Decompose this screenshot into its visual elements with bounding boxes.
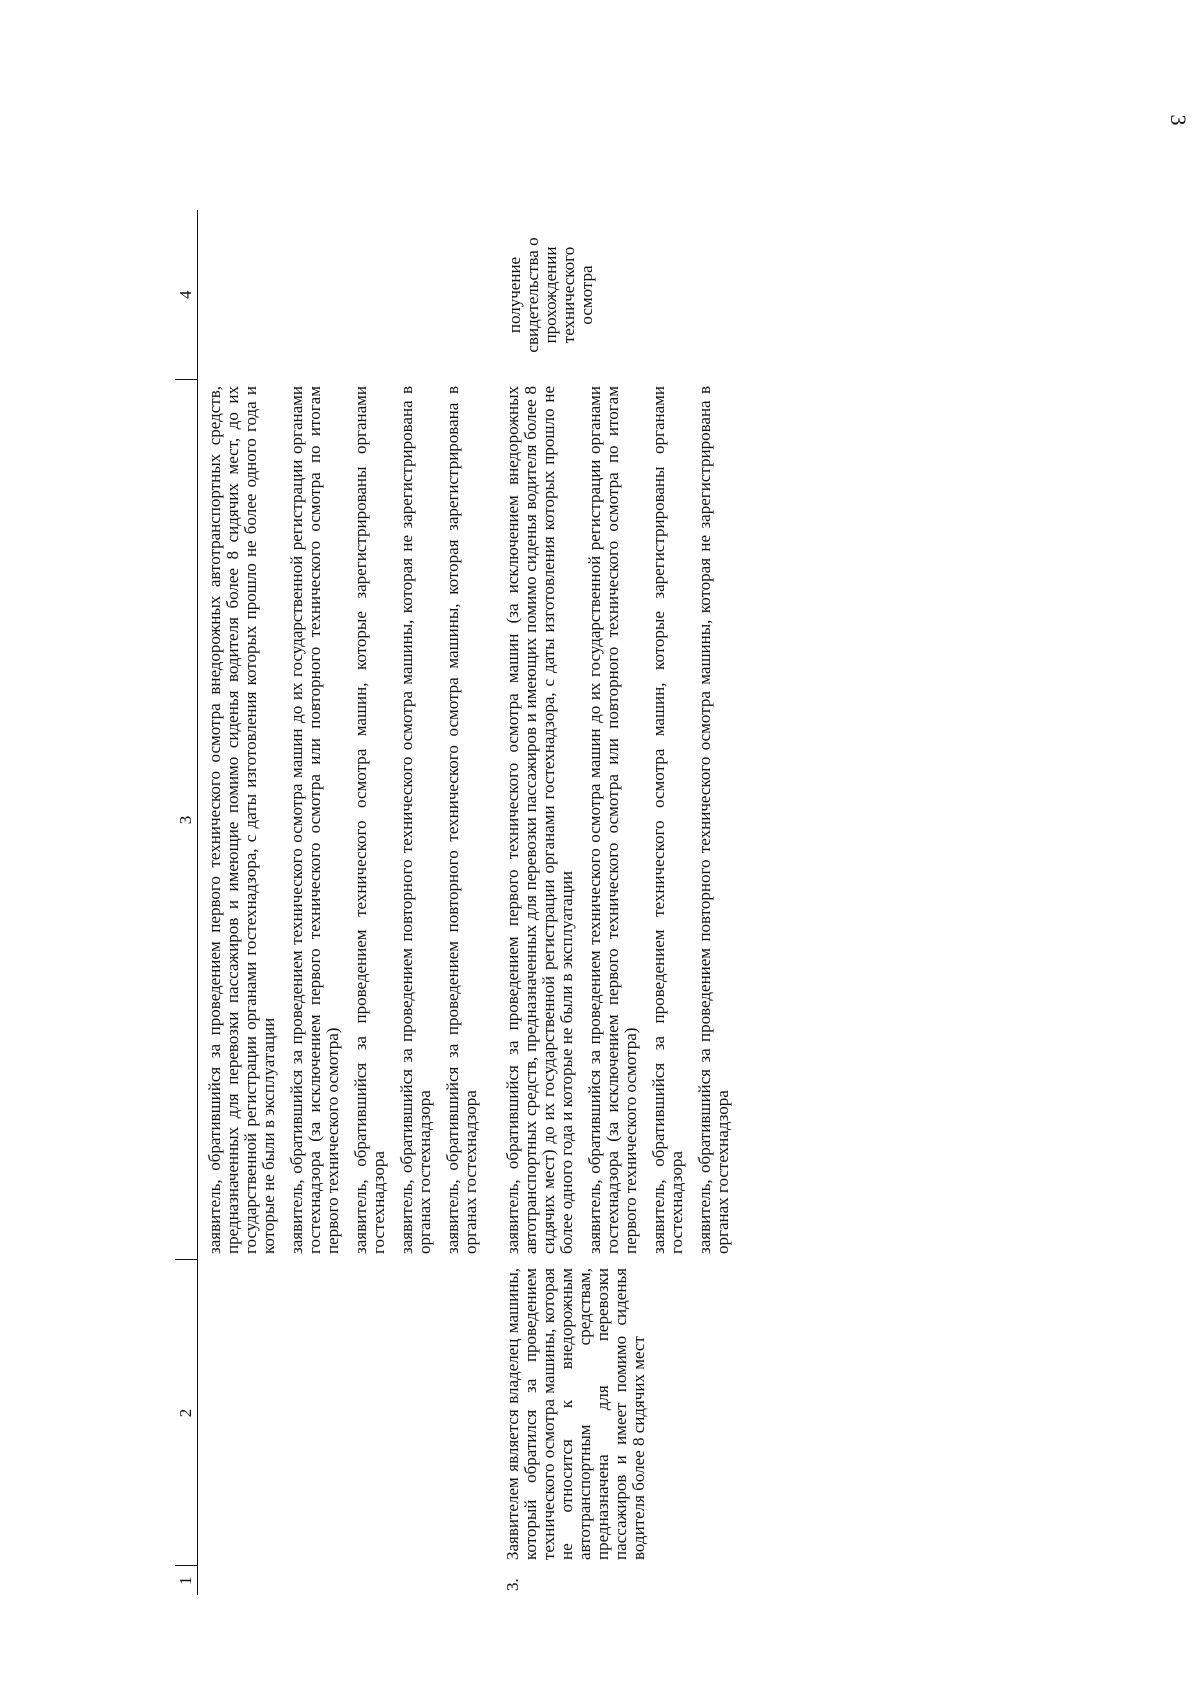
row-number <box>206 1566 490 1595</box>
page-number: 3 <box>1166 114 1191 126</box>
col-header-1: 1 <box>175 1566 198 1595</box>
col-header-2: 2 <box>175 1260 198 1566</box>
table-row <box>504 210 742 1595</box>
variant-item: заявитель, обратившийся за проведением технического осмотра машин до их государственной регистрации органами гостехнадзора (за исключением первого технического осмотра или повторного технического осмотра по итогам первого технического осмотра) <box>287 386 342 1254</box>
applicant-description: Заявителем является владелец машины, который обратился за проведением технического осмотра машины, которая не относится к внедорожным автотранспортным средствам, предназначена для перевозки пассажиров и имеет помимо сиденья водителя более 8 сидячих мест <box>503 1268 648 1560</box>
variant-item: заявитель, обратившийся за проведением первого технического осмотра машин (за исключением внедорожных автотранспортных средств, предназначенных для перевозки пассажиров и имеющих помимо сиденья водителя более 8 сидячих мест) до их государственной регистрации органами гостехнадзора, с даты изготовления которых прошло не более одного года и которые не были в эксплуатации <box>503 386 576 1254</box>
variant-item: заявитель, обратившийся за проведением первого технического осмотра внедорожных автотранспортных средств, предназначенных для перевозки пассажиров и имеющие помимо сиденья водителя более 8 сидячих мест, до их государственной регистрации органами гостехнадзора, с даты изготовления которых прошло не более одного года и которые не были в эксплуатации <box>205 386 278 1254</box>
variant-item: заявитель, обратившийся за проведением технического осмотра машин до их государственной регистрации органами гостехнадзора (за исключением первого технического осмотра или повторного технического осмотра по итогам первого технического осмотра) <box>585 386 640 1254</box>
applicant-variants <box>504 380 742 1260</box>
header-row <box>175 210 198 1595</box>
service-result <box>206 210 490 380</box>
variant-item: заявитель, обратившийся за проведением повторного технического осмотра машины, которая зарегистрирована в органах гостехнадзора <box>443 386 480 1254</box>
col-header-3: 3 <box>175 380 198 1260</box>
variant-item: заявитель, обратившийся за проведением технического осмотра машин, которые зарегистрированы органами гостехнадзора <box>351 386 388 1254</box>
col-header-4: 4 <box>175 210 198 380</box>
applicant-variants <box>206 380 490 1260</box>
variant-item: заявитель, обратившийся за проведением технического осмотра машин, которые зарегистрированы органами гостехнадзора <box>649 386 686 1254</box>
variant-item: заявитель, обратившийся за проведением повторного технического осмотра машины, которая не зарегистрирована в органах гостехнадзора <box>397 386 434 1254</box>
applicant-description <box>206 1260 490 1566</box>
variant-item: заявитель, обратившийся за проведением повторного технического осмотра машины, которая не зарегистрирована в органах гостехнадзора <box>695 386 732 1254</box>
table-row <box>206 210 490 1595</box>
row-number: 3. <box>503 1578 522 1591</box>
service-result: получение свидетельства о прохождении технического осмотра <box>505 237 596 353</box>
service-table <box>175 210 742 1595</box>
rotated-table-container <box>175 210 1200 1595</box>
